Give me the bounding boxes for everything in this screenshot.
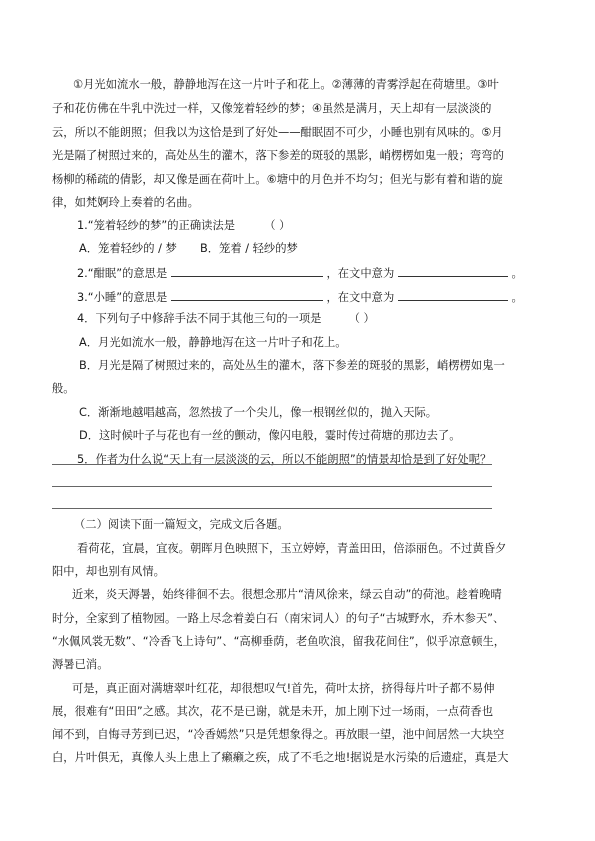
question-1-stem: 1.“笼着轻纱的梦”的正确读法是 [77, 219, 236, 232]
answer-blank[interactable] [398, 265, 508, 277]
section-2-heading: （二）阅读下面一篇短文，完成文后各题。 [74, 518, 289, 531]
passage-1-line: 云，所以不能朗照；但我以为这恰是到了好处——酣眠固不可少，小睡也别有风味的。⑤月 [52, 126, 503, 139]
passage-1-line: 律，如梵婀玲上奏着的名曲。 [52, 196, 199, 209]
question-1 [77, 219, 290, 233]
question-4-option-d: D．这时候叶子与花也有一丝的颤动，像闪电般，霎时传过荷塘的那边去了。 [79, 429, 461, 442]
passage-2-line: “水佩风裳无数”、“冷香飞上诗句”、“高柳垂荫，老鱼吹浪，留我花间住”，似乎凉意顿生， [52, 635, 506, 648]
question-2-stem: 2.“酣眠”的意思是 [77, 267, 168, 280]
passage-2-line: 白，片叶俱无，真像人头上患上了癞癞之疾，成了不毛之地!据说是水污染的后遗症，真是大 [52, 751, 509, 764]
question-3-end: 。 [511, 291, 523, 304]
question-2-end: 。 [511, 267, 523, 280]
question-1-options [79, 242, 298, 256]
passage-1-line: ①月光如流水一般，静静地泻在这一片叶子和花上。②薄薄的青雾浮起在荷塘里。③叶 [73, 78, 499, 91]
passage-1-line: 杨柳的稀疏的倩影，却又像是画在荷叶上。⑥塘中的月色并不均匀；但光与影有着和谐的旋 [52, 173, 503, 186]
passage-2-line: 可是，真正面对满塘翠叶红花，却很想叹气!首先，荷叶太挤，挤得每片叶子都不易伸 [72, 682, 495, 695]
passage-2-line: 阳中，却也别有风情。 [52, 565, 165, 578]
question-1-paren: （ ） [264, 219, 291, 232]
answer-blank[interactable] [171, 289, 323, 301]
answer-line[interactable] [52, 486, 492, 487]
question-2 [77, 265, 523, 281]
question-4-option-b: B．月光是隔了树照过来的，高处丛生的灌木，落下参差的斑驳的黑影，峭楞楞如鬼一 [79, 359, 505, 372]
passage-1-line: 子和花仿佛在牛乳中洗过一样，又像笼着轻纱的梦；④虽然是满月，天上却有一层淡淡的 [52, 102, 492, 115]
passage-2-line: 时分，全家到了植物园。一路上尽念着姜白石（南宋词人）的句子“古城野水，乔木参天”、 [52, 612, 505, 625]
question-1-option-b: B．笼着 / 轻纱的梦 [199, 242, 298, 255]
passage-1-line: 光是隔了树照过来的，高处丛生的灌木，落下参差的斑驳的黑影，峭楞楞如鬼一般；弯弯的 [52, 149, 504, 162]
passage-2-line: 溽暑已消。 [52, 658, 109, 671]
question-4-option-c: C．渐渐地越唱越高，忽然拔了一个尖儿，像一根钢丝似的，抛入天际。 [79, 406, 438, 419]
answer-line[interactable] [52, 464, 492, 465]
question-4-option-b-cont: 般。 [52, 382, 75, 395]
passage-2-line: 闻不到，自悔寻芳到已迟，“冷香嫣然”只是凭想象得之。再放眼一望，池中间居然一大块空 [52, 728, 505, 741]
answer-blank[interactable] [171, 265, 323, 277]
question-3 [77, 289, 523, 305]
question-5: 5．作者为什么说“天上有一层淡淡的云，所以不能朗照”的情景却恰是到了好处呢？ [77, 453, 492, 466]
question-3-stem: 3.“小睡”的意思是 [77, 291, 168, 304]
question-4-stem: 4．下列句子中修辞手法不同于其他三句的一项是 [77, 312, 322, 325]
question-3-mid: ，在文中意为 [326, 291, 395, 304]
passage-2-line: 展，很难有“田田”之感。其次，花不是已谢，就是未开，加上刚下过一场雨，一点荷香也 [52, 705, 493, 718]
question-4-option-a: A．月光如流水一般，静静地泻在这一片叶子和花上。 [79, 336, 347, 349]
answer-line[interactable] [52, 508, 492, 509]
question-4-paren: （ ） [348, 312, 375, 325]
question-1-option-a: A．笼着轻纱的 / 梦 [79, 242, 177, 255]
passage-2-line: 看荷花，宜晨，宜夜。朝晖月色映照下，玉立婷婷，青盖田田，倍添丽色。不过黄昏夕 [77, 542, 507, 555]
passage-2-line: 近来，炎天溽暑，始终徘徊不去。很想念那片“清风徐来，绿云自动”的荷池。趁着晚晴 [72, 588, 502, 601]
question-4 [77, 312, 375, 326]
question-2-mid: ，在文中意为 [326, 267, 395, 280]
answer-blank[interactable] [398, 289, 508, 301]
